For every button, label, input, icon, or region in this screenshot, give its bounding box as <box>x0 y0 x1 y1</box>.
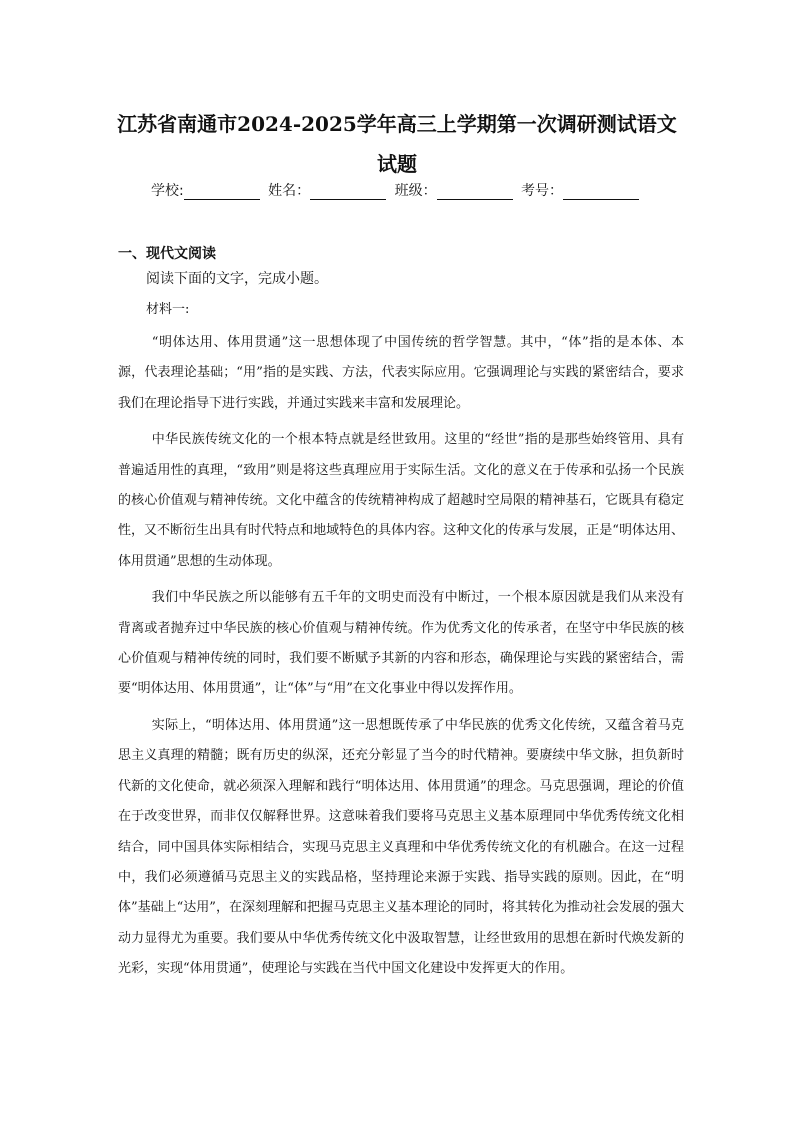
school-blank <box>184 185 260 200</box>
class-label: 班级： <box>394 183 437 199</box>
passage-paragraph: 我们中华民族之所以能够有五千年的文明史而没有中断过，一个根本原因就是我们从来没有背离或者抛弃过中华民族的核心价值观与精神传统。作为优秀文化的传承者，在坚守中华民族的核心价值观与精神传统的同时，我们要不断赋予其新的内容和形态，确保理论与实践的紧密结合，需要“明体达用、体用贯通”，让“体”与“用”在文化事业中得以发挥作用。 <box>118 590 684 697</box>
exam-number-field <box>521 180 643 200</box>
student-info-row <box>0 180 794 200</box>
exam-number-label: 考号： <box>521 183 564 199</box>
passage-paragraph: 实际上，“明体达用、体用贯通”这一思想既传承了中华民族的优秀文化传统，又蕴含着马克思主义真理的精髓；既有历史的纵深，还充分彰显了当今的时代精神。要赓续中华文脉，担负新时代新的文化使命，就必须深入理解和践行“明体达用、体用贯通”的理念。马克思强调，理论的价值在于改变世界，而非仅仅解释世界。这意味着我们要将马克思主义基本原理同中华优秀传统文化相结合，同中国具体实际相结合，实现马克思主义真理和中华优秀传统文化的有机融合。在这一过程中，我们必须遵循马克思主义的实践品格，坚持理论来源于实践、指导实践的原则。因此，在“明体”基础上“达用”，在深刻理解和把握马克思主义基本理论的同时，将其转化为推动社会发展的强大动力显得尤为重要。我们要从中华优秀传统文化中汲取智慧，让经世致用的思想在新时代焕发新的光彩，实现“体用贯通”，使理论与实践在当代中国文化建设中发挥更大的作用。 <box>118 717 684 977</box>
school-field <box>151 180 264 200</box>
title-line-2: 试题 <box>377 152 417 176</box>
passage-paragraph: “明体达用、体用贯通”这一思想体现了中国传统的哲学智慧。其中，“体”指的是本体、本源，代表理论基础；“用”指的是实践、方法，代表实际应用。它强调理论与实践的紧密结合，要求我们在理论指导下进行实践，并通过实践来丰富和发展理论。 <box>118 335 684 411</box>
reading-instruction: 阅读下面的文字，完成小题。 <box>146 271 328 287</box>
exam-number-blank <box>563 185 639 200</box>
class-blank <box>437 185 513 200</box>
section-heading: 一、现代文阅读 <box>118 246 216 262</box>
title-line-1: 江苏省南通市2024-2025学年高三上学期第一次调研测试语文 <box>117 112 677 136</box>
document-title <box>0 104 794 184</box>
name-label: 姓名： <box>268 183 311 199</box>
passage-body <box>118 328 684 991</box>
name-blank <box>310 185 386 200</box>
class-field <box>395 180 517 200</box>
name-field <box>268 180 390 200</box>
material-label: 材料一: <box>146 302 190 317</box>
school-label: 学校: <box>150 183 184 199</box>
passage-paragraph: 中华民族传统文化的一个根本特点就是经世致用。这里的“经世”指的是那些始终管用、具有普遍适用性的真理，“致用”则是将这些真理应用于实际生活。文化的意义在于传承和弘扬一个民族的核心价值观与精神传统。文化中蕴含的传统精神构成了超越时空局限的精神基石，它既具有稳定性，又不断衍生出具有时代特点和地域特色的具体内容。这种文化的传承与发展，正是“明体达用、体用贯通”思想的生动体现。 <box>118 432 684 569</box>
